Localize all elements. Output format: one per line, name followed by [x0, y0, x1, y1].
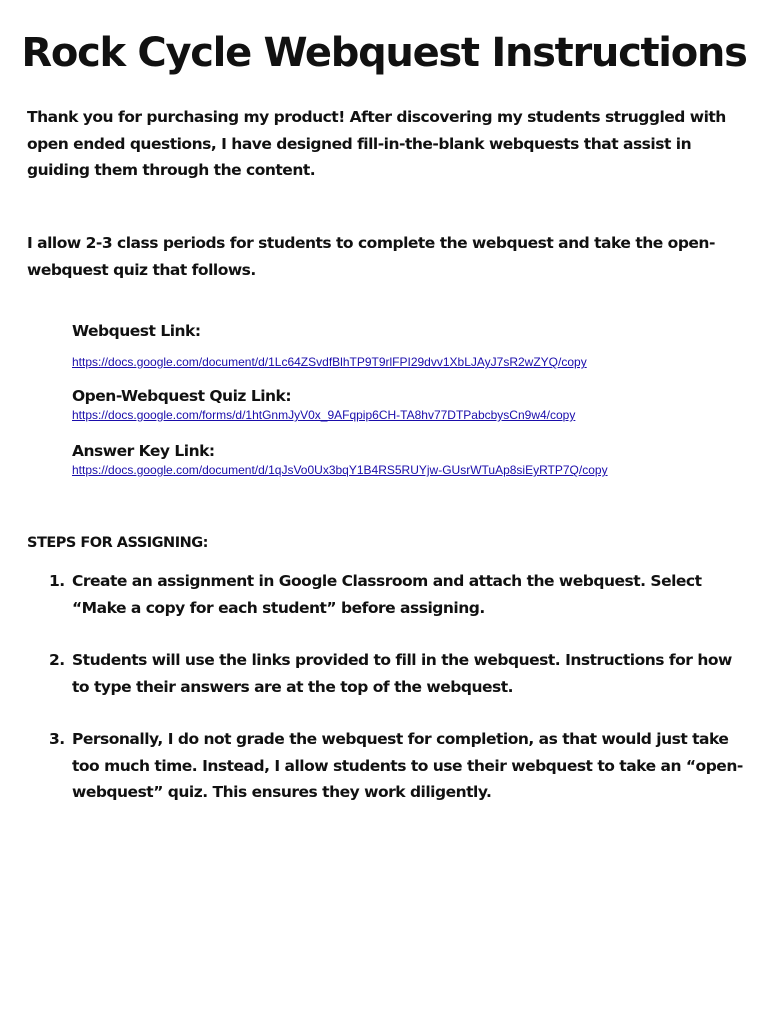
step-item [49, 647, 748, 700]
quiz-link-label: Open-Webquest Quiz Link: [72, 387, 292, 405]
intro-paragraph: Thank you for purchasing my product! After discovering my students struggled with open ended questions, I have designed fill-in-the-blank webquests that assist in guiding them through the content. [27, 108, 726, 179]
timing-paragraph: I allow 2-3 class periods for students to complete the webquest and take the open-webquest quiz that follows. [27, 234, 715, 279]
webquest-link[interactable]: https://docs.google.com/document/d/1Lc64ZSvdfBlhTP9T9rlFPI29dvv1XbLJAyJ7sR2wZYQ/copy [72, 355, 587, 369]
webquest-link-label: Webquest Link: [72, 322, 201, 340]
answer-key-link[interactable]: https://docs.google.com/document/d/1qJsVo0Ux3bqY1B4RS5RUYjw-GUsrWTuAp8siEyRTP7Q/copy [72, 463, 608, 477]
step-text: Create an assignment in Google Classroom and attach the webquest. Select “Make a copy for each student” before assigning. [72, 572, 702, 617]
steps-heading: STEPS FOR ASSIGNING: [27, 535, 208, 551]
quiz-link[interactable]: https://docs.google.com/forms/d/1htGnmJyV0x_9AFqpip6CH-TA8hv77DTPabcbysCn9w4/copy [72, 408, 576, 422]
quiz-link-block [72, 385, 752, 423]
step-number: 3. [49, 730, 65, 748]
step-number: 2. [49, 651, 65, 669]
answer-key-link-label: Answer Key Link: [72, 442, 215, 460]
step-item [49, 568, 748, 621]
step-text: Personally, I do not grade the webquest for completion, as that would just take too much time. Instead, I allow students to use their webquest to take an “open-webquest” quiz. This ensures they work diligently. [72, 730, 743, 801]
step-item [49, 726, 748, 806]
step-text: Students will use the links provided to fill in the webquest. Instructions for how to type their answers are at the top of the webquest. [72, 651, 732, 696]
step-number: 1. [49, 572, 65, 590]
answer-key-link-block [72, 440, 752, 478]
page-title: Rock Cycle Webquest Instructions [21, 30, 747, 76]
webquest-link-block [72, 320, 752, 370]
